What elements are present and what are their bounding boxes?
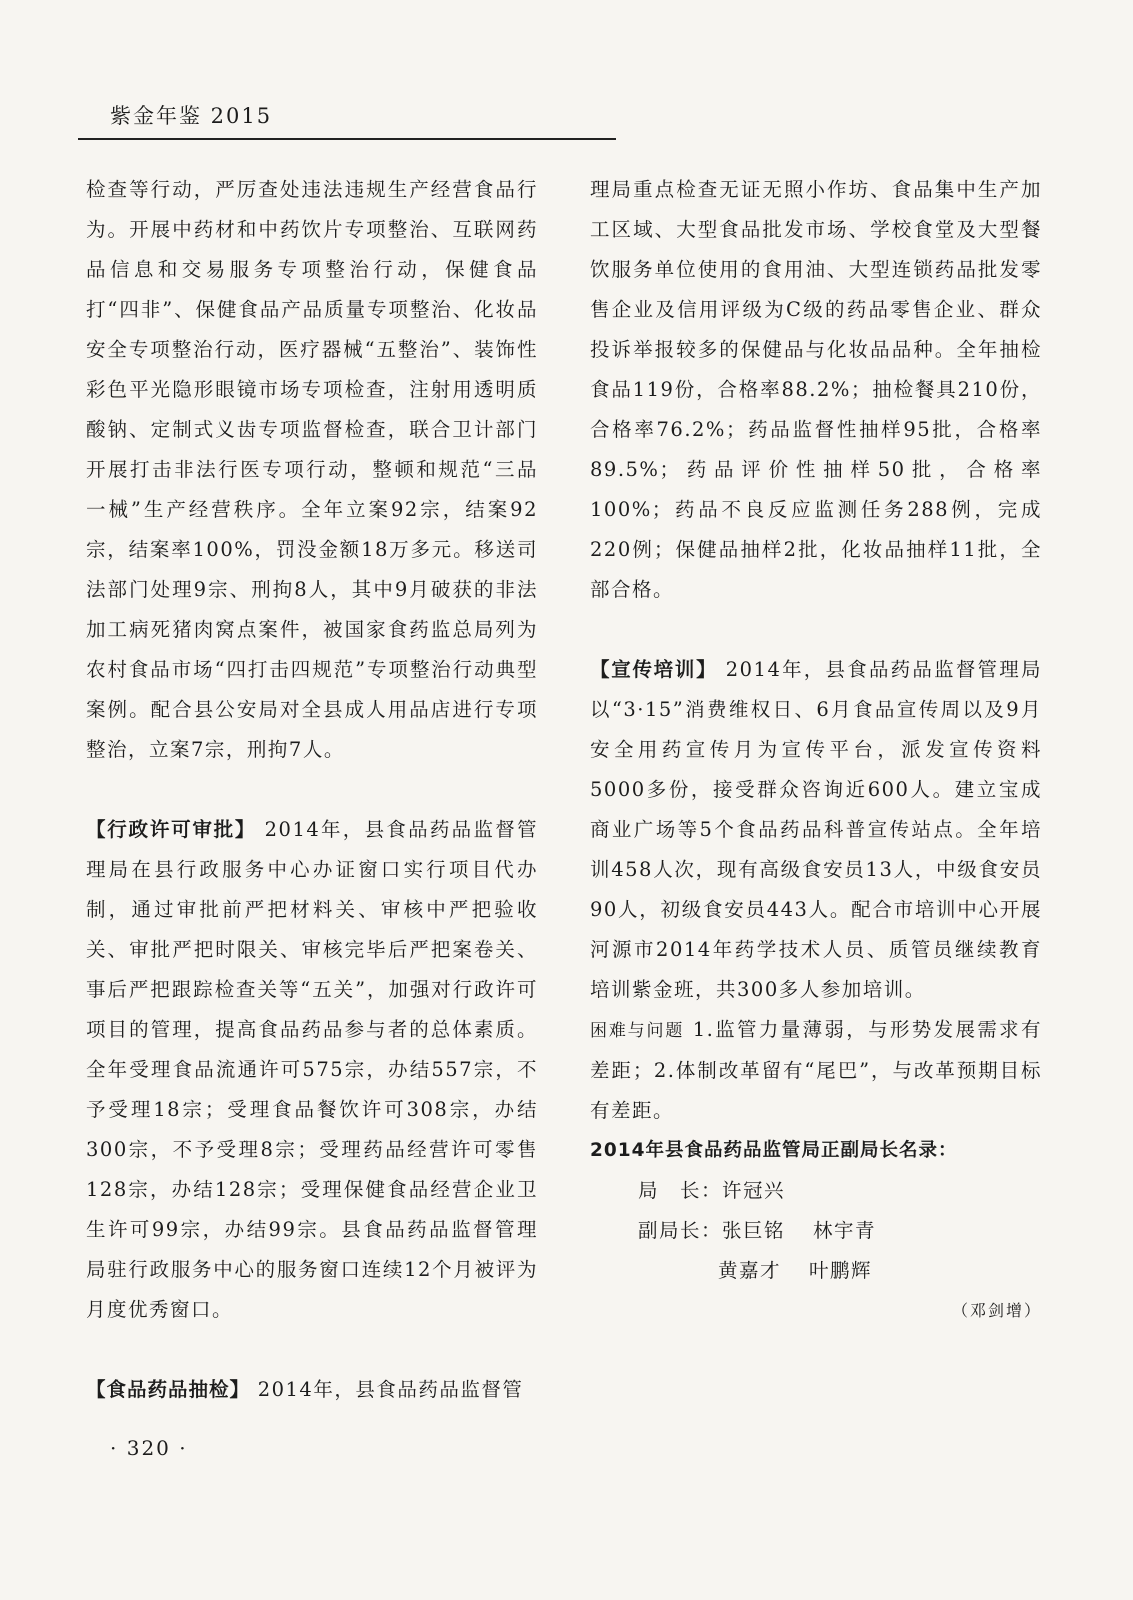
director-line (590, 1171, 1042, 1211)
deputy-name-1: 张巨铭 (722, 1219, 786, 1242)
admin-approval-title: 【行政许可审批】 (86, 818, 257, 841)
running-header: 紫金年鉴 2015 (110, 104, 273, 128)
page-number: · 320 · (110, 1436, 188, 1460)
intro-paragraph: 检查等行动，严厉查处违法违规生产经营食品行为。开展中药材和中药饮片专项整治、互联网药品信息和交易服务专项整治行动，保健食品打“四非”、保健食品产品质量专项整治、化妆品安全专项整治行动，医疗器械“五整治”、装饰性彩色平光隐形眼镜市场专项检查，注射用透明质酸钠、定制式义齿专项监督检查，联合卫计部门开展打击非法行医专项行动，整顿和规范“三品一械”生产经营秩序。全年立案92宗，结案92宗，结案率100%，罚没金额18万多元。移送司法部门处理9宗、刑拘8人，其中9月破获的非法加工病死猪肉窝点案件，被国家食药监总局列为农村食品市场“四打击四规范”专项整治行动典型案例。配合县公安局对全县成人用品店进行专项整治，立案7宗，刑拘7人。 (86, 178, 538, 761)
left-column (86, 170, 538, 1410)
deputy-name-3: 黄嘉才 (718, 1259, 782, 1282)
author-credit: （邓剑增） (951, 1301, 1042, 1320)
issues-text: 1.监管力量薄弱，与形势发展需求有差距；2.体制改革留有“尾巴”，与改革预期目标有差距。 (590, 1018, 1042, 1122)
director-name: 许冠兴 (722, 1179, 786, 1202)
publicity-title: 【宣传培训】 (590, 658, 718, 681)
deputy-line-1 (590, 1211, 1042, 1251)
deputy-label: 副局长： (638, 1219, 723, 1242)
publicity-text: 2014年，县食品药品监督管理局以“3·15”消费维权日、6月食品宣传周以及9月安全用药宣传月为宣传平台，派发宣传资料5000多份，接受群众咨询近600人。建立宝成商业广场等5个食品药品科普宣传站点。全年培训458人次，现有高级食安员13人，中级食安员90人，初级食安员443人。配合市培训中心开展河源市2014年药学技术人员、质管员继续教育培训紫金班，共300多人参加培训。 (590, 658, 1042, 1001)
publicity-paragraph (590, 650, 1042, 1010)
sampling-continued-paragraph: 理局重点检查无证无照小作坊、食品集中生产加工区域、大型食品批发市场、学校食堂及大型餐饮服务单位使用的食用油、大型连锁药品批发零售企业及信用评级为C级的药品零售企业、群众投诉举报较多的保健品与化妆品品种。全年抽检食品119份，合格率88.2%；抽检餐具210份，合格率76.2%；药品监督性抽样95批，合格率89.5%；药品评价性抽样50批，合格率100%；药品不良反应监测任务288例，完成220例；保健品抽样2批，化妆品抽样11批，全部合格。 (590, 178, 1042, 601)
deputy-name-4: 叶鹏辉 (809, 1259, 873, 1282)
issues-label: 困难与问题 (590, 1021, 685, 1041)
issues-paragraph (590, 1010, 1042, 1131)
right-column (590, 170, 1042, 1331)
admin-approval-text: 2014年，县食品药品监督管理局在县行政服务中心办证窗口实行项目代办制，通过审批前严把材料关、审核中严把验收关、审批严把时限关、审核完毕后严把案卷关、事后严把跟踪检查关等“五关”，加强对行政许可项目的管理，提高食品药品参与者的总体素质。全年受理食品流通许可575宗，办结557宗，不予受理18宗；受理食品餐饮许可308宗，办结300宗，不予受理8宗；受理药品经营许可零售128宗，办结128宗；受理保健食品经营企业卫生许可99宗，办结99宗。县食品药品监督管理局驻行政服务中心的服务窗口连续12个月被评为月度优秀窗口。 (86, 818, 538, 1321)
admin-approval-paragraph (86, 810, 538, 1330)
director-label: 局 长： (638, 1179, 723, 1202)
deputy-line-2 (590, 1251, 1042, 1291)
sampling-text: 2014年，县食品药品监督管 (250, 1378, 524, 1401)
sampling-paragraph (86, 1370, 538, 1410)
roster-title: 2014年县食品药品监管局正副局长名录： (590, 1140, 958, 1161)
sampling-title: 【食品药品抽检】 (86, 1378, 251, 1401)
header-rule (78, 138, 616, 140)
deputy-name-2: 林宇青 (813, 1219, 877, 1242)
